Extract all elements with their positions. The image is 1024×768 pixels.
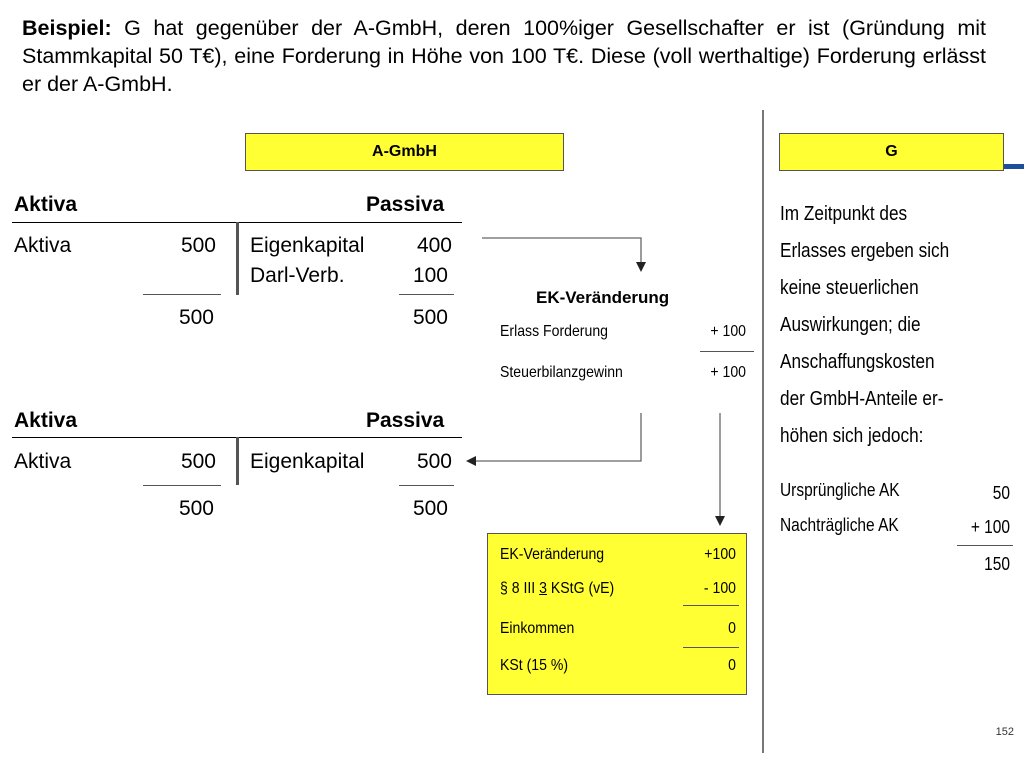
balance1-right-sum-line <box>399 294 454 295</box>
page-number: 152 <box>995 726 1014 738</box>
ak-total-value: 150 <box>984 554 1010 574</box>
balance1-left-label: Aktiva <box>14 234 72 257</box>
ek-change-row-gewinn-value: + 100 <box>710 364 746 381</box>
ak-nachtraeglich-label: Nachträgliche AK <box>780 515 899 535</box>
g-text-line-6: der GmbH-Anteile er- <box>780 388 944 410</box>
ak-ursprung-label: Ursprüngliche AK <box>780 480 900 500</box>
tax-row-kstg-label-post: KStG (vE) <box>546 580 615 597</box>
tax-box-line-2 <box>683 647 739 648</box>
tax-row-kst-label: KSt (15 %) <box>500 657 569 674</box>
balance2-left-total: 500 <box>178 497 214 520</box>
ak-ursprung-value: 50 <box>992 483 1010 503</box>
balance2-passiva-title: Passiva <box>366 409 445 432</box>
g-text-line-2: Erlasses ergeben sich <box>780 240 950 262</box>
intro-paragraph <box>22 14 986 98</box>
tax-row-kstg-label-ul: 3 <box>539 580 547 597</box>
balance2-right-sum-line <box>399 485 454 486</box>
arrow-ek-to-change <box>482 238 641 270</box>
balance1-darl-label: Darl-Verb. <box>250 264 345 287</box>
column-divider <box>762 110 764 753</box>
g-text-line-3: keine steuerlichen <box>780 277 919 299</box>
ak-sum-line <box>957 545 1013 546</box>
balance1-aktiva-title: Aktiva <box>14 193 78 216</box>
tax-row-kstg-value: - 100 <box>703 580 736 597</box>
balance2-aktiva-title: Aktiva <box>14 409 78 432</box>
balance1-eigenkapital-value: 400 <box>416 234 452 257</box>
ek-change-sum-line <box>700 351 754 352</box>
balance2-eigenkapital-label: Eigenkapital <box>250 450 365 473</box>
ek-change-row-erlass-value: + 100 <box>710 323 746 340</box>
balance1-passiva-title: Passiva <box>366 193 445 216</box>
tax-row-kstg-label <box>500 580 614 598</box>
tax-row-einkommen-value: 0 <box>728 620 736 637</box>
g-text-line-4: Auswirkungen; die <box>780 314 921 336</box>
header-a-gmbh: A-GmbH <box>245 133 564 171</box>
intro-label: Beispiel: <box>22 16 112 40</box>
balance1-darl-value: 100 <box>412 264 448 287</box>
balance2-divider <box>236 437 239 485</box>
tax-row-ek-label: EK-Veränderung <box>500 546 605 563</box>
balance1-left-sum-line <box>143 294 221 295</box>
balance1-right-total: 500 <box>412 306 448 329</box>
balance1-left-value: 500 <box>180 234 216 257</box>
balance1-left-total: 500 <box>178 306 214 329</box>
g-text-line-1: Im Zeitpunkt des <box>780 203 908 225</box>
tax-box-line-1 <box>683 605 739 606</box>
balance2-eigenkapital-value: 500 <box>416 450 452 473</box>
arrow-change-to-balance2 <box>468 413 641 461</box>
balance2-right-total: 500 <box>412 497 448 520</box>
tax-row-einkommen-label: Einkommen <box>500 620 575 637</box>
balance2-left-value: 500 <box>180 450 216 473</box>
ek-change-title: EK-Veränderung <box>536 288 670 307</box>
tax-row-ek-value: +100 <box>704 546 736 563</box>
g-text-line-7: höhen sich jedoch: <box>780 425 924 447</box>
balance2-left-label: Aktiva <box>14 450 72 473</box>
header-g: G <box>779 133 1004 171</box>
balance2-left-sum-line <box>143 485 221 486</box>
balance1-eigenkapital-label: Eigenkapital <box>250 234 365 257</box>
ek-change-row-erlass-label: Erlass Forderung <box>500 323 608 340</box>
intro-text: G hat gegenüber der A-GmbH, deren 100%iger Gesellschafter er ist (Gründung mit Stammkapital 50 T€), eine Forderung in Höhe von 100 T€. Diese (voll werthaltige) Forderung erlässt er der A-GmbH. <box>22 16 986 96</box>
g-text-line-5: Anschaffungskosten <box>780 351 935 373</box>
tax-row-kstg-label-pre: § 8 III <box>500 580 540 597</box>
balance1-divider <box>236 222 239 295</box>
accent-bar <box>1004 164 1024 169</box>
ek-change-row-gewinn-label: Steuerbilanzgewinn <box>500 364 623 381</box>
ak-nachtraeglich-value: + 100 <box>970 517 1010 537</box>
tax-row-kst-value: 0 <box>728 657 736 674</box>
